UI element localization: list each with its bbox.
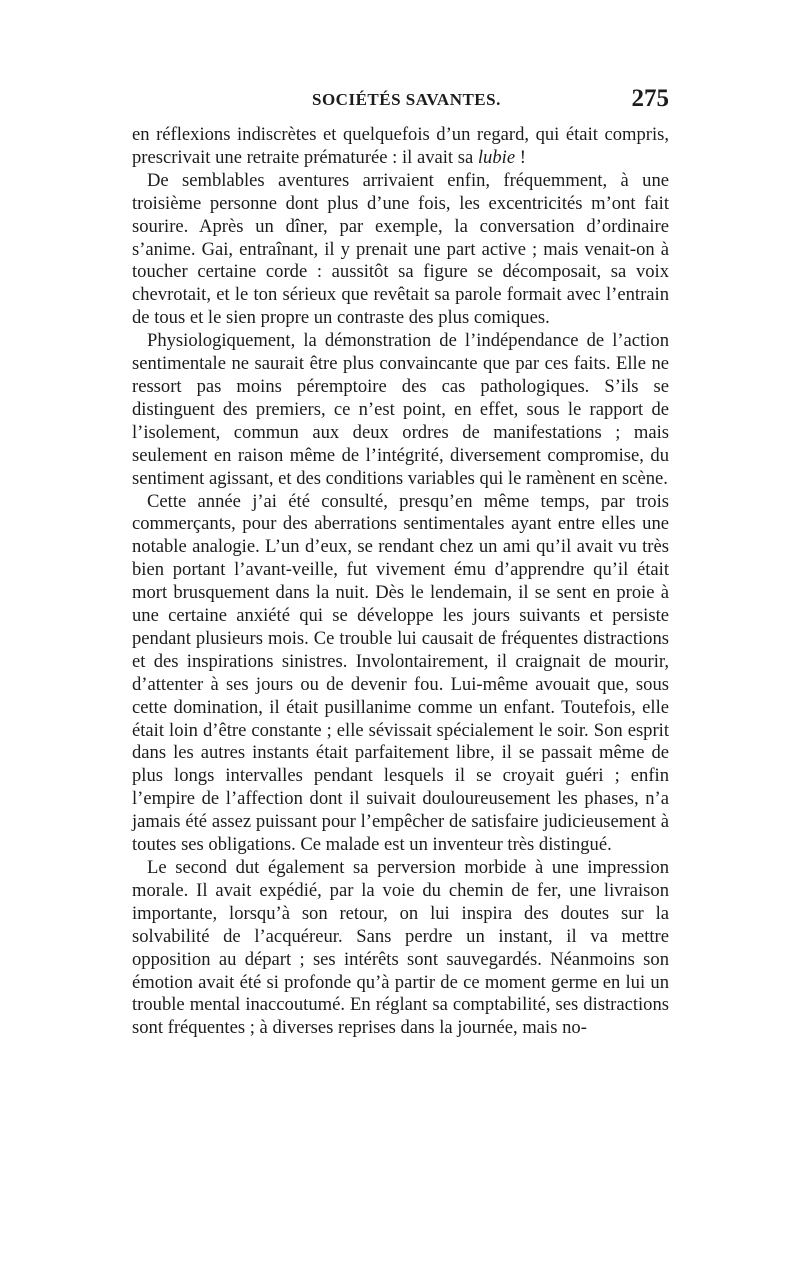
running-head — [132, 85, 669, 124]
paragraph: Le second dut également sa perversion morbide à une impression morale. Il avait expédié, par la voie du chemin de fer, une livraison importante, lorsqu’à son retour, on lui inspira des doutes sur la solvabilité de l’acquéreur. Sans perdre un instant, il va mettre opposition au départ ; ses intérêts sont sauvegardés. Néanmoins son émotion avait été si profonde qu’à partir de ce moment germe en lui un trouble mental inaccoutumé. En réglant sa comptabilité, ses distractions sont fréquentes ; à diverses reprises dans la journée, mais no- — [132, 857, 669, 1039]
body-text — [132, 124, 669, 1040]
paragraph-text-end: ! — [515, 146, 526, 168]
paragraph: Physiologiquement, la démonstration de l’indépendance de l’action sentimentale ne saurait être plus convaincante que par ces faits. Elle ne ressort pas moins péremptoire des cas pathologiques. S’ils se distinguent des premiers, ce n’est point, en effet, sous le rapport de l’isolement, commun aux deux ordres de manifestations ; mais seulement en raison même de l’intégrité, diversement compromise, du sentiment agissant, et des conditions variables qui le ramènent en scène. — [132, 330, 669, 489]
emphasized-word: lubie — [477, 146, 516, 168]
book-page — [132, 85, 669, 1040]
page-number: 275 — [631, 85, 669, 112]
paragraph-continuation — [132, 124, 669, 170]
paragraph: De semblables aventures arrivaient enfin, fréquemment, à une troisième personne dont plus d’une fois, les excentricités m’ont fait sourire. Après un dîner, par exemple, la conversation d’ordinaire s’anime. Gai, entraînant, il y prenait une part active ; mais venait-on à toucher certaine corde : aussitôt sa figure se décomposait, sa voix chevrotait, et le ton sérieux que revêtait sa parole formait avec l’entrain de tous et le sien propre un contraste des plus comiques. — [132, 169, 669, 329]
paragraph: Cette année j’ai été consulté, presqu’en même temps, par trois commerçants, pour des aberrations sentimentales ayant entre elles une notable analogie. L’un d’eux, se rendant chez un ami qu’il avait vu très bien portant l’avant-veille, fut vivement ému d’apprendre qu’il était mort brusquement dans la nuit. Dès le lendemain, il se sent en proie à une certaine anxiété qui se développe les jours suivants et persiste pendant plusieurs mois. Ce trouble lui causait de fréquentes distractions et des inspirations sinistres. Involontairement, il craignait de mourir, d’attenter à ses jours ou de devenir fou. Lui-même avouait que, sous cette domination, il était pusillanime comme un enfant. Toutefois, elle était loin d’être constante ; elle sévissait spécialement le soir. Son esprit dans les autres instants était parfaitement libre, il se passait même de plus longs intervalles pendant lesquels il se croyait guéri ; enfin l’empire de l’affection dont il suivait douloureusement les phases, n’a jamais été assez puissant pour l’empêcher de satisfaire judicieusement à toutes ses obligations. Ce malade est un inventeur très distingué. — [132, 490, 669, 856]
running-head-title: SOCIÉTÉS SAVANTES. — [312, 90, 501, 109]
paragraph-text: en réflexions indiscrètes et quelquefois d’un regard, qui était compris, prescrivait une retraite prématurée : il avait sa — [132, 124, 669, 168]
